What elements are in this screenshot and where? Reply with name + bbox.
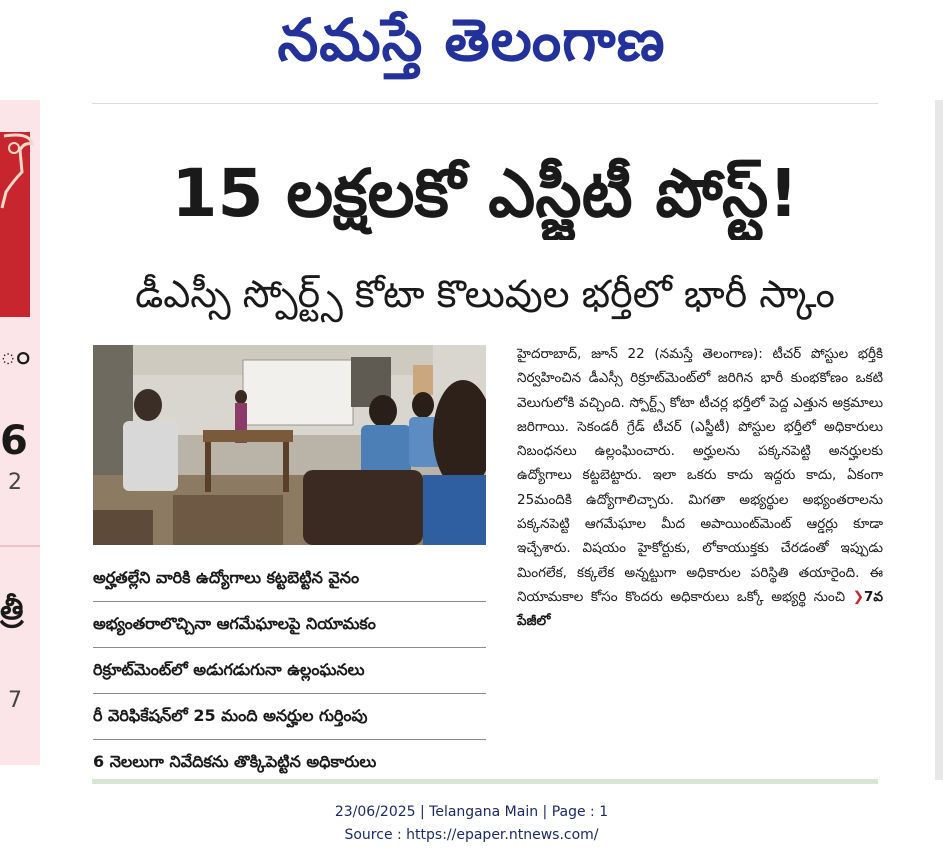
footer-source-link[interactable]: Source : https://epaper.ntnews.com/ bbox=[344, 827, 599, 843]
headline: 15 లక్షలకో ఎస్జీటీ పోస్ట్! bbox=[171, 155, 799, 232]
footer-date-edition: 23/06/2025 | Telangana Main | Page : 1 bbox=[334, 804, 609, 820]
masthead bbox=[0, 0, 943, 90]
left-column-text: 2 bbox=[8, 470, 22, 495]
highlight-item: రీ వెరిఫికేషన్‌లో 25 మంది అనర్హుల గుర్తింపు bbox=[93, 694, 486, 740]
article-text: హైదరాబాద్, జూన్ 22 (నమస్తే తెలంగాణ): టీచర్ పోస్టుల భర్తీకి నిర్వహించిన డీఎస్సీ రిక్రూట్‌మెంట్‌లో జరిగిన భారీ కుంభకోణం ఒకటి వెలుగులోకి వచ్చింది. స్పోర్ట్స్ కోటా టీచర్ల భర్తీలో పెద్ద ఎత్తున అక్రమాలు జరిగాయి. సెకండరీ గ్రేడ్ టీచర్ (ఎస్జీటీ) పోస్టుల భర్తీలో అధికారులు నిబంధనలు ఉల్లంఘించారు. అర్హులను పక్కనపెట్టి అనర్హులకు ఉద్యోగాలు కట్టబెట్టారు. ఇలా ఒకరు కాదు ఇద్దరు కాదు, ఏకంగా 25మందికి ఉద్యోగాలిచ్చారు. మిగతా అభ్యర్థుల అభ్యంతరాలను పక్కనపెట్టి ఆగమేఘాల మీద అపాయింట్‌మెంట్ ఆర్డర్లు కూడా ఇచ్చేశారు. విషయం హైకోర్టుకు, లోకాయుక్తకు చేరడంతో ఇప్పుడు మింగలేక, కక్కలేక అన్నట్టుగా అధికారుల పరిస్థితి తయారైంది. ఈ నియామకాల కోసం కొందరు అధికారులు ఒక్కో అభ్యర్థి నుంచి bbox=[517, 346, 883, 605]
left-column-text: 6 bbox=[0, 418, 28, 464]
left-banner-figure-icon bbox=[0, 132, 34, 212]
left-column-text: 7 bbox=[8, 688, 22, 713]
newspaper-logo: నమస్తే తెలంగాణ bbox=[277, 6, 666, 74]
article-body bbox=[517, 342, 883, 634]
right-adjacent-column bbox=[935, 100, 943, 780]
bottom-divider bbox=[92, 779, 878, 784]
subheadline: డీఎస్సీ స్పోర్ట్స్ కోటా కొలువుల భర్తీలో భారీ స్కాం bbox=[135, 272, 835, 316]
continued-on-page: 7వ పేజీలో bbox=[517, 588, 883, 630]
top-divider bbox=[92, 103, 878, 104]
highlights-list bbox=[93, 556, 486, 785]
left-column-text: త్రీ bbox=[0, 592, 24, 627]
footer bbox=[0, 801, 943, 847]
left-column-text: ం bbox=[0, 338, 31, 371]
highlight-item: అభ్యంతరాలొచ్చినా ఆగమేఘాలపై నియామకం bbox=[93, 602, 486, 648]
highlight-item: రిక్రూట్‌మెంట్‌లో అడుగడుగునా ఉల్లంఘనలు bbox=[93, 648, 486, 694]
highlight-item: 6 నెలలుగా నివేదికను తొక్కిపెట్టిన అధికారులు bbox=[93, 752, 377, 771]
continued-arrow-icon: ❯ bbox=[852, 588, 864, 605]
article-photo bbox=[93, 345, 486, 545]
highlight-item: అర్హతల్లేని వారికి ఉద్యోగాలు కట్టబెట్టిన వైనం bbox=[93, 556, 486, 602]
left-column-divider bbox=[0, 545, 40, 547]
